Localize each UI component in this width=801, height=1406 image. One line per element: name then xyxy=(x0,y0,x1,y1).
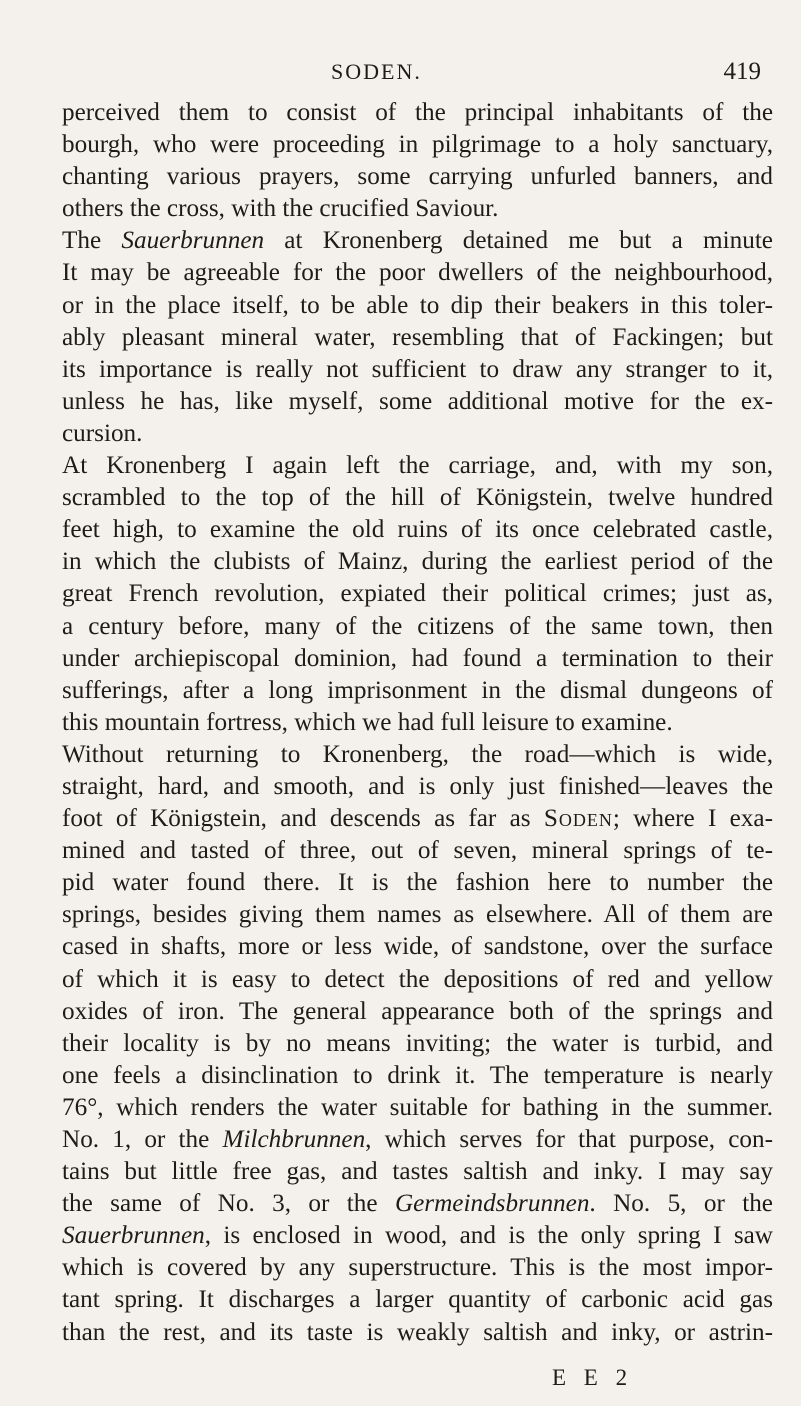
text-line: foot of Königstein, and descends as far as Soden; where I exa- xyxy=(62,805,773,833)
text-line: tains but little free gas, and tastes saltish and inky. I may say xyxy=(62,1158,773,1186)
text-line: the same of No. 3, or the Germeindsbrunnen. No. 5, or the xyxy=(62,1190,773,1218)
text-line: 76°, which renders the water suitable for bathing in the summer. xyxy=(62,1093,773,1121)
text-line: straight, hard, and smooth, and is only just finished—leaves the xyxy=(62,772,773,800)
text-line: bourgh, who were proceeding in pilgrimage to a holy sanctuary, xyxy=(62,131,773,159)
text-line: in which the clubists of Mainz, during the earliest period of the xyxy=(62,548,773,576)
text-line: of which it is easy to detect the depositions of red and yellow xyxy=(62,965,773,993)
text-line: or in the place itself, to be able to dip their beakers in this toler- xyxy=(62,291,773,319)
text-line: their locality is by no means inviting; the water is turbid, and xyxy=(62,1029,773,1057)
body-text xyxy=(62,97,773,1349)
text-line: than the rest, and its taste is weakly saltish and inky, or astrin- xyxy=(62,1318,773,1346)
text-line: which is covered by any superstructure. This is the most impor- xyxy=(62,1254,773,1282)
text-line: ably pleasant mineral water, resembling that of Fackingen; but xyxy=(62,323,773,351)
text-line: pid water found there. It is the fashion here to number the xyxy=(62,869,773,897)
text-line: The Sauerbrunnen at Kronenberg detained me but a minute xyxy=(62,227,773,255)
text-line: Without returning to Kronenberg, the road—which is wide, xyxy=(62,740,773,768)
text-line: cased in shafts, more or less wide, of sandstone, over the surface xyxy=(62,933,773,961)
signature-mark: E E 2 xyxy=(552,1365,634,1390)
text-line: feet high, to examine the old ruins of its once celebrated castle, xyxy=(62,516,773,544)
text-line: cursion. xyxy=(62,419,143,447)
text-line: unless he has, like myself, some additional motive for the ex- xyxy=(62,387,773,415)
text-line: No. 1, or the Milchbrunnen, which serves for that purpose, con- xyxy=(62,1126,773,1153)
text-line: oxides of iron. The general appearance both of the springs and xyxy=(62,997,773,1025)
running-title: SODEN. xyxy=(331,59,422,84)
text-line: under archiepiscopal dominion, had found a termination to their xyxy=(62,644,773,672)
text-line: a century before, many of the citizens of the same town, then xyxy=(62,612,773,640)
page-number: 419 xyxy=(723,58,761,85)
text-line: one feels a disinclination to drink it. The temperature is nearly xyxy=(62,1061,773,1089)
text-line: perceived them to consist of the principal inhabitants of the xyxy=(62,99,773,126)
text-line: others the cross, with the crucified Saviour. xyxy=(62,195,499,223)
text-line: sufferings, after a long imprisonment in the dismal dungeons of xyxy=(62,676,773,704)
text-line: springs, besides giving them names as elsewhere. All of them are xyxy=(62,901,773,929)
text-line: mined and tasted of three, out of seven, mineral springs of te- xyxy=(62,837,773,865)
text-line: scrambled to the top of the hill of Königstein, twelve hundred xyxy=(62,484,773,512)
text-line: great French revolution, expiated their political crimes; just as, xyxy=(62,580,773,608)
text-line: Sauerbrunnen, is enclosed in wood, and is the only spring I saw xyxy=(62,1222,773,1250)
text-line: tant spring. It discharges a larger quantity of carbonic acid gas xyxy=(62,1286,773,1314)
text-line: At Kronenberg I again left the carriage, and, with my son, xyxy=(62,452,773,480)
text-line: its importance is really not sufficient to draw any stranger to it, xyxy=(62,355,773,383)
text-line: It may be agreeable for the poor dwellers of the neighbourhood, xyxy=(62,259,773,287)
text-line: chanting various prayers, some carrying unfurled banners, and xyxy=(62,163,773,191)
text-line: this mountain fortress, which we had full leisure to examine. xyxy=(62,708,673,736)
running-head xyxy=(0,52,801,92)
